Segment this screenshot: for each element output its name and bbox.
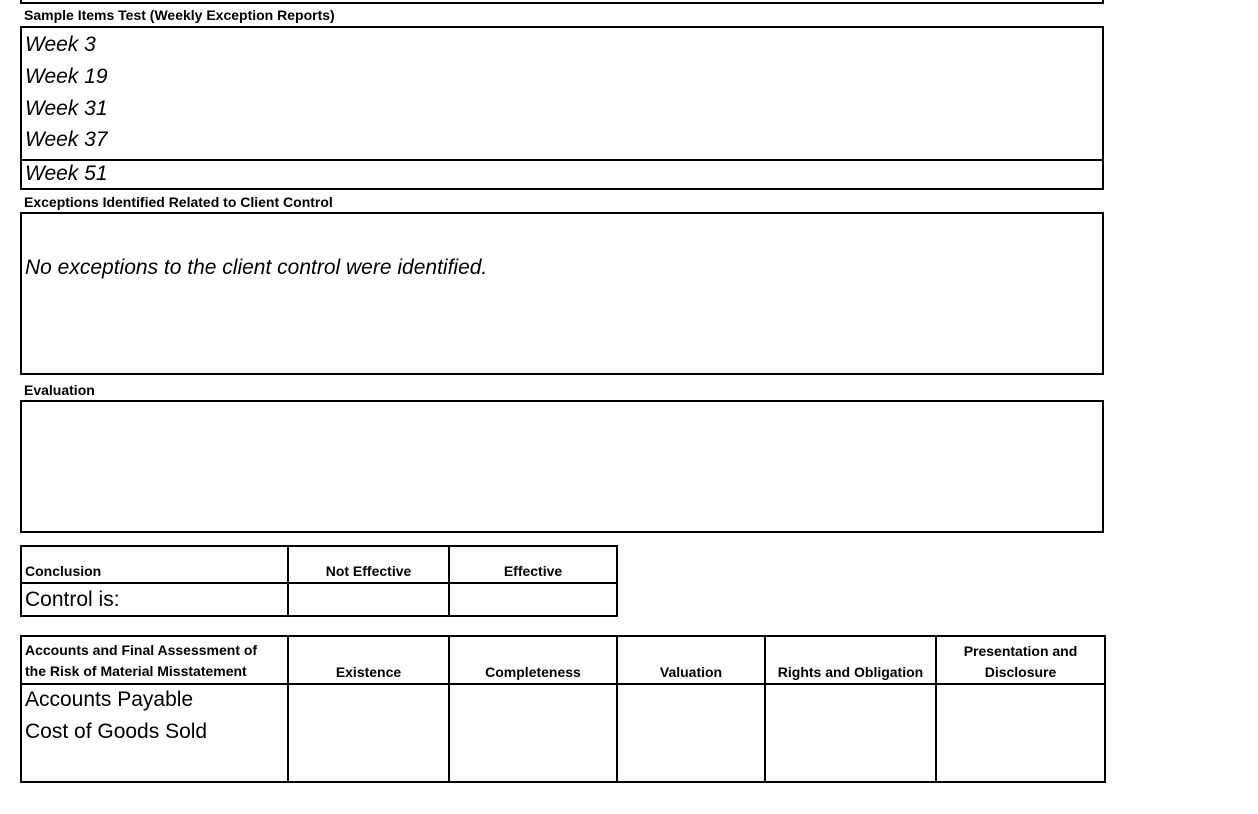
rights-obligation-header: Rights and Obligation — [765, 636, 936, 684]
assessment-heading-line2: the Risk of Material Misstatement — [25, 663, 247, 679]
sample-test-box — [20, 26, 1104, 190]
evaluation-heading: Evaluation — [24, 382, 95, 398]
existence-header: Existence — [288, 636, 449, 684]
week-item: Week 19 — [25, 65, 108, 88]
account-item: Cost of Goods Sold — [25, 720, 208, 743]
week-divider — [22, 159, 1102, 161]
valuation-header: Valuation — [617, 636, 765, 684]
week-item: Week 37 — [25, 128, 108, 151]
exceptions-box — [20, 212, 1104, 375]
assessment-table — [20, 635, 1106, 783]
sample-test-heading: Sample Items Test (Weekly Exception Reports) — [24, 7, 335, 23]
existence-cell[interactable] — [288, 684, 449, 782]
presentation-disclosure-cell[interactable] — [936, 684, 1105, 782]
week-item: Week 3 — [25, 33, 96, 56]
effective-cell[interactable] — [449, 583, 617, 616]
top-border — [20, 0, 1104, 4]
exceptions-text: No exceptions to the client control were identified. — [25, 256, 488, 279]
not-effective-cell[interactable] — [288, 583, 449, 616]
week-item: Week 51 — [25, 162, 108, 185]
presentation-disclosure-header — [936, 636, 1105, 684]
presentation-disclosure-line1: Presentation and — [963, 643, 1078, 659]
presentation-disclosure-line2: Disclosure — [984, 664, 1057, 680]
exceptions-heading: Exceptions Identified Related to Client Control — [24, 194, 333, 210]
conclusion-table — [20, 545, 618, 617]
week-item: Week 31 — [25, 97, 108, 120]
control-is-label: Control is: — [21, 583, 288, 616]
accounts-cell — [21, 684, 288, 782]
conclusion-heading: Conclusion — [21, 546, 288, 583]
evaluation-box[interactable] — [20, 400, 1104, 533]
rights-obligation-cell[interactable] — [765, 684, 936, 782]
effective-header: Effective — [449, 546, 617, 583]
assessment-heading-line1: Accounts and Final Assessment of — [25, 642, 258, 658]
not-effective-header: Not Effective — [288, 546, 449, 583]
completeness-header: Completeness — [449, 636, 617, 684]
completeness-cell[interactable] — [449, 684, 617, 782]
valuation-cell[interactable] — [617, 684, 765, 782]
assessment-heading — [21, 636, 288, 684]
account-item: Accounts Payable — [25, 688, 194, 711]
